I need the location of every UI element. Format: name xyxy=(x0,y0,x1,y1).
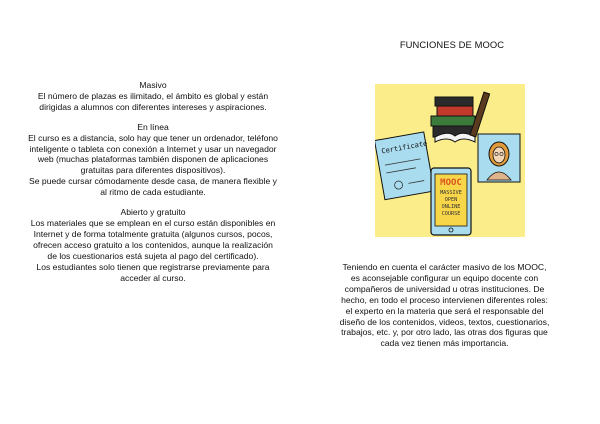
section-masivo xyxy=(28,80,278,113)
phone-line-1: MASSIVE xyxy=(440,190,462,196)
section-title-masivo: Masivo xyxy=(139,80,167,90)
phone-icon xyxy=(431,168,471,235)
roles-paragraph: Teniendo en cuenta el carácter masivo de los MOOC, es aconsejable configurar un equipo docente con compañeros de universidad u otras instituciones. De hecho, en todo el proceso intervienen diferentes roles: el experto en la materia que será el responsable del diseño de los contenidos, videos, textos, cuestionarios, trabajos, etc. y, por otro lado, las otras dos figuras que cada vez tienen más importancia. xyxy=(339,262,550,349)
phone-line-2: OPEN xyxy=(444,197,458,203)
section-title-en-linea: En línea xyxy=(137,121,169,132)
phone-line-4: COURSE xyxy=(441,211,461,217)
page-title: FUNCIONES DE MOOC xyxy=(399,39,505,50)
teacher-avatar-icon xyxy=(478,134,520,182)
phone-title: MOOC xyxy=(440,178,462,188)
section-en-linea-2 xyxy=(28,176,278,198)
section-text-abierto-2: Los estudiantes solo tienen que registrarse previamente para acceder al curso. xyxy=(36,261,270,283)
section-abierto-2 xyxy=(28,262,278,284)
mooc-illustration-svg xyxy=(375,84,525,237)
section-abierto xyxy=(28,207,278,262)
section-text-abierto-1: Los materiales que se emplean en el curso están disponibles en Internet y de forma totalmente gratuita (algunos cursos, pocos, ofrecen acceso gratuito a los contenidos, aunque la realización de los cuestionarios está sujeta al pago del certificado). xyxy=(30,217,276,261)
section-text-masivo: El número de plazas es ilimitado, el ámbito es global y están dirigidas a alumnos con diferentes intereses y aspiraciones. xyxy=(37,90,269,112)
section-text-en-linea-1: El curso es a distancia, solo hay que tener un ordenador, teléfono inteligente o tableta con conexión a Internet y usar un navegador web (muchas plataformas también disponen de aplicaciones gratuitas para diferentes dispositivos). xyxy=(28,132,278,176)
right-column xyxy=(337,262,552,349)
section-title-abierto: Abierto y gratuito xyxy=(120,207,186,218)
mooc-illustration xyxy=(375,84,525,237)
left-column xyxy=(28,80,278,292)
section-text-en-linea-2: Se puede cursar cómodamente desde casa, de manera flexible y al ritmo de cada estudiante. xyxy=(29,176,277,198)
certificate-icon xyxy=(375,132,436,200)
phone-line-3: ONLINE xyxy=(441,204,461,210)
certificate-label: Certificate xyxy=(380,139,428,156)
section-en-linea xyxy=(28,122,278,177)
